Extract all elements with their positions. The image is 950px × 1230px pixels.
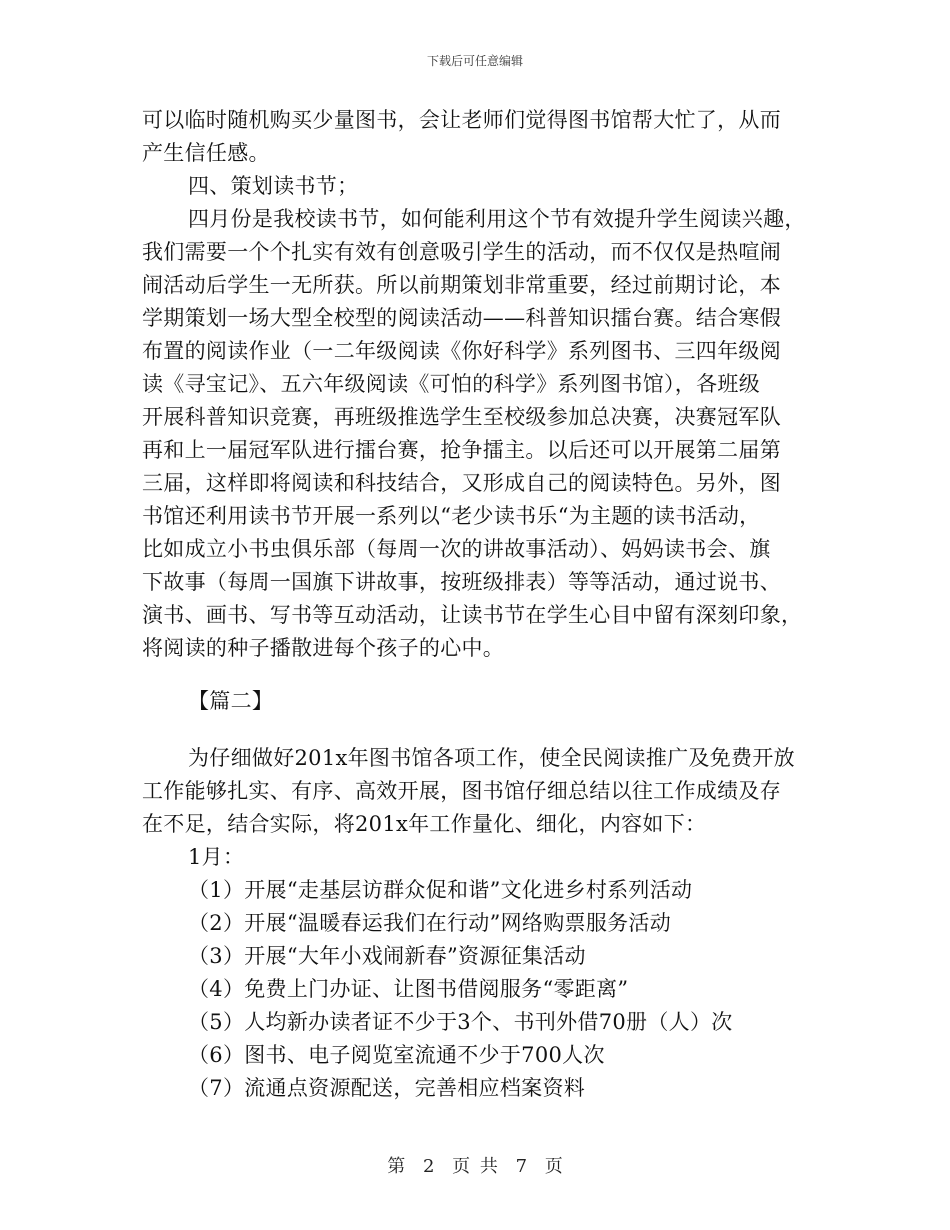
text-line: （1）开展“走基层访群众促和谐”文化进乡村系列活动 [188,878,693,902]
spacer [142,718,812,742]
footer-page-number: 2 [422,1156,435,1177]
text-line: 我们需要一个个扎实有效有创意吸引学生的活动，而不仅仅是热喧闹 [142,240,781,264]
text-line: （7）流通点资源配送，完善相应档案资料 [188,1076,586,1100]
text-line: （5）人均新办读者证不少于3个、书刊外借70册（人）次 [188,1010,733,1034]
text-line: 书馆还利用读书节开展一系列以“老少读书乐“为主题的读书活动， [142,504,761,528]
text-line: 四月份是我校读书节，如何能利用这个节有效提升学生阅读兴趣， [188,207,806,231]
footer-total-pages: 7 [515,1156,528,1177]
text-line: 将阅读的种子播散进每个孩子的心中。 [142,636,505,660]
text-line: 下故事（每周一国旗下讲故事，按班级排表）等等活动，通过说书、 [142,570,781,594]
text-line: 在不足，结合实际，将201x年工作量化、细化，内容如下： [142,812,707,836]
text-line: 四、策划读书节； [188,174,359,198]
text-line: （4）免费上门办证、让图书借阅服务“零距离” [188,977,629,1001]
text-line: 学期策划一场大型全校型的阅读活动——科普知识擂台赛。结合寒假 [142,306,781,330]
text-line: 再和上一届冠军队进行擂台赛，抢争擂主。以后还可以开展第二届第 [142,438,781,462]
text-line: 闹活动后学生一无所获。所以前期策划非常重要，经过前期讨论，本 [142,273,781,297]
section-title: 【篇二】 [188,689,274,713]
text-line: 读《寻宝记》、五六年级阅读《可怕的科学》系列图书馆），各班级 [142,372,760,396]
page-header: 下载后可任意编辑 [426,54,523,68]
text-line: 1月： [188,845,245,869]
footer-middle: 页 共 [452,1156,498,1177]
text-line: 可以临时随机购买少量图书，会让老师们觉得图书馆帮大忙了，从而 [142,108,781,132]
document-body [142,104,812,1105]
text-line: 产生信任感。 [142,141,270,165]
paragraph-block-b [142,742,812,1105]
text-line: （6）图书、电子阅览室流通不少于700人次 [188,1043,605,1067]
text-line: （2）开展“温暖春运我们在行动”网络购票服务活动 [188,911,672,935]
text-line: 三届，这样即将阅读和科技结合，又形成自己的阅读特色。另外，图 [142,471,781,495]
text-line: （3）开展“大年小戏闹新春”资源征集活动 [188,944,586,968]
text-line: 工作能够扎实、有序、高效开展，图书馆仔细总结以往工作成绩及存 [142,779,781,803]
paragraph-block-a [142,104,812,665]
text-line: 开展科普知识竞赛，再班级推选学生至校级参加总决赛，决赛冠军队 [142,405,781,429]
text-line: 布置的阅读作业（一二年级阅读《你好科学》系列图书、三四年级阅 [142,339,781,363]
text-line: 演书、画书、写书等互动活动，让读书节在学生心目中留有深刻印象， [142,603,803,627]
spacer [142,665,812,685]
footer-suffix: 页 [544,1156,563,1177]
page-footer [0,1152,950,1178]
text-line: 比如成立小书虫俱乐部（每周一次的讲故事活动）、妈妈读书会、旗 [142,537,771,561]
footer-prefix: 第 [387,1156,406,1177]
text-line: 为仔细做好201x年图书馆各项工作，使全民阅读推广及免费开放 [188,746,795,770]
